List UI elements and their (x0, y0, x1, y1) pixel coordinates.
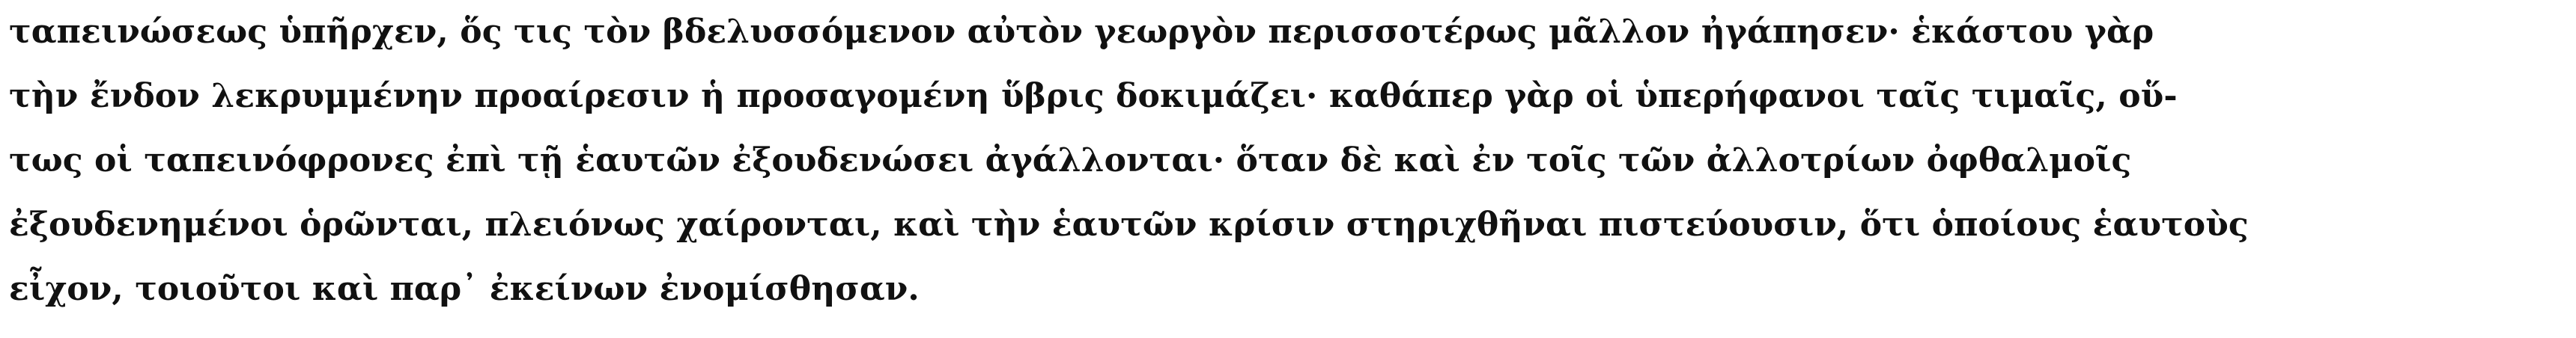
text-line-5: εἶχον, τοιοῦτοι καὶ παρ᾽ ἐκείνων ἐνομίσθησαν. (9, 270, 920, 308)
greek-text-paragraph (9, 0, 2555, 322)
text-line-1: ταπεινώσεως ὑπῆρχεν, ὅς τις τὸν βδελυσσόμενον αὐτὸν γεωργὸν περισσοτέρως μᾶλλον ἠγάπησεν· ἑκάστου γὰρ (9, 13, 2154, 51)
text-line-4: ἐξουδενημένοι ὁρῶνται, πλειόνως χαίρονται, καὶ τὴν ἑαυτῶν κρίσιν στηριχθῆναι πιστεύουσιν, ὅτι ὁποίους ἑαυτοὺς (9, 206, 2249, 244)
text-line-3: τως οἱ ταπεινόφρονες ἐπὶ τῇ ἑαυτῶν ἐξουδενώσει ἀγάλλονται· ὅταν δὲ καὶ ἐν τοῖς τῶν ἀλλοτρίων ὀφθαλμοῖς (9, 141, 2132, 179)
text-line-2: τὴν ἔνδον λεκρυμμένην προαίρεσιν ἡ προσαγομένη ὕβρις δοκιμάζει· καθάπερ γὰρ οἱ ὑπερήφανοι ταῖς τιμαῖς, οὕ- (9, 77, 2178, 115)
